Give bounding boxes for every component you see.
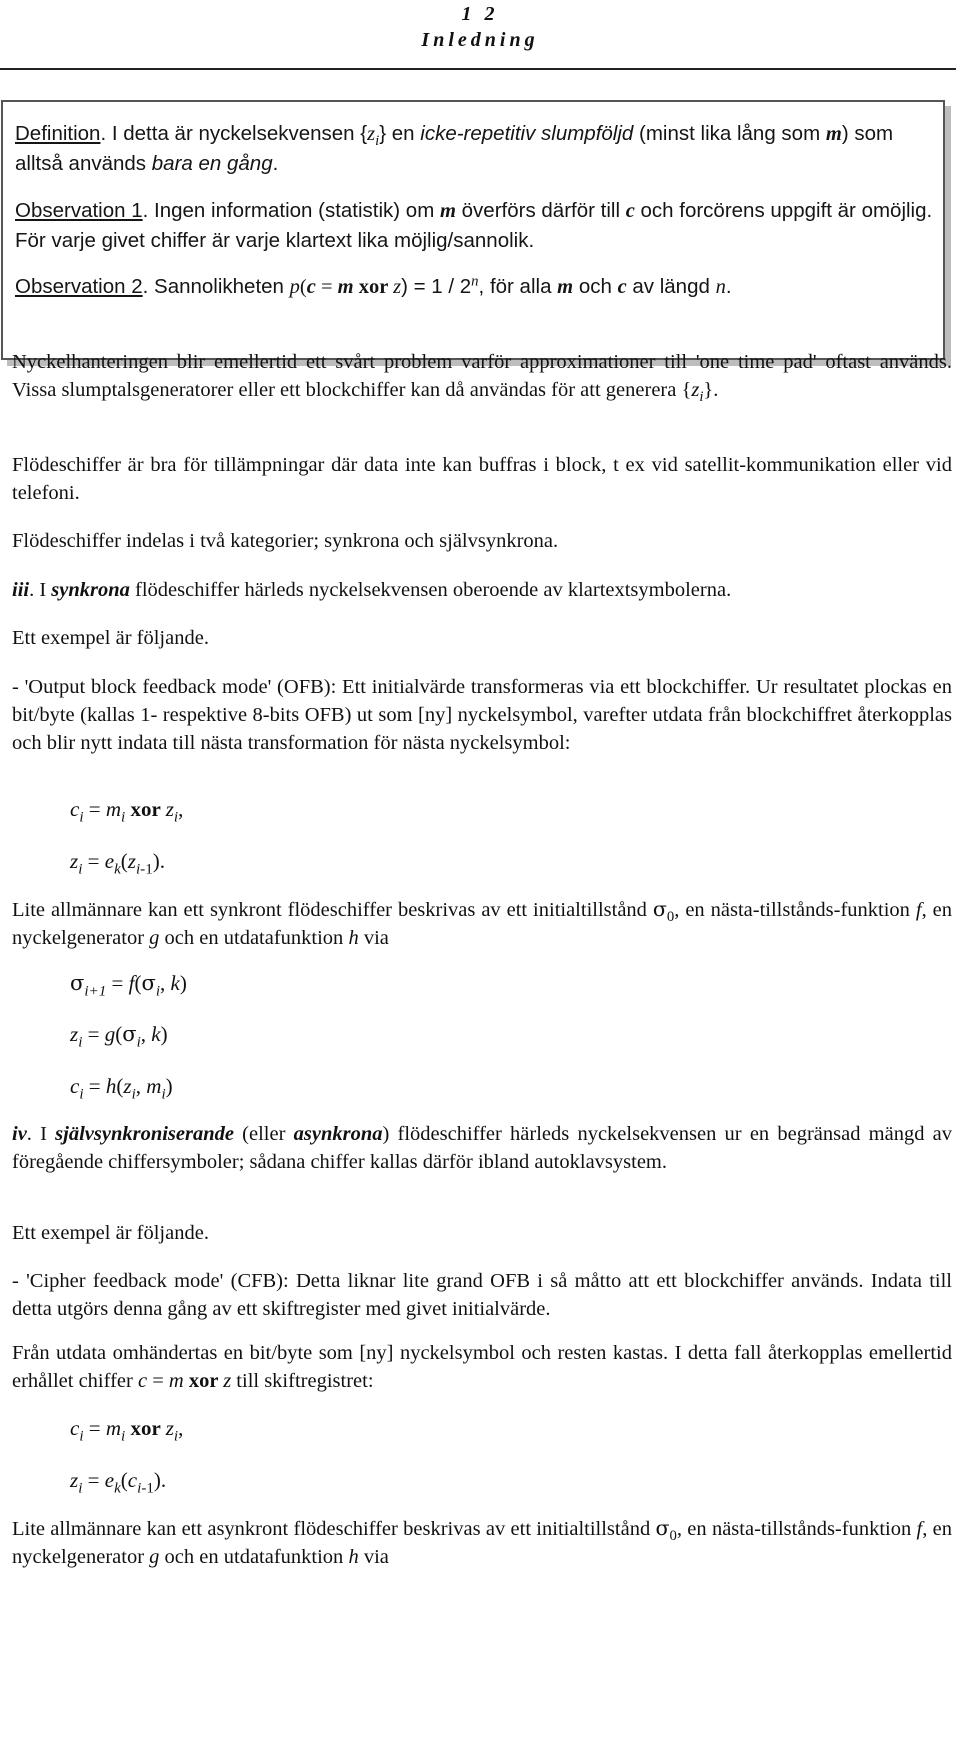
definition-label: Definition	[15, 122, 101, 145]
var-m: m	[337, 276, 354, 298]
sub-i: i	[78, 1034, 83, 1051]
equals: =	[106, 971, 129, 995]
definition-paragraph	[15, 119, 935, 179]
emphasis: bara en gång	[151, 152, 273, 175]
var-n: n	[715, 276, 726, 298]
text: ) flödeschiffer härleds nyckelsekvensen ur en begränsad mängd av föregående chiffersymboler; sådana chiffer kallas därför ibland autoklavsystem.	[12, 1123, 952, 1173]
sub-i: i	[699, 389, 704, 406]
paren: ).	[152, 849, 166, 873]
sub-i: i	[136, 1034, 141, 1051]
var-m: m	[440, 200, 456, 222]
equation-ofb-1	[70, 795, 952, 826]
equals: =	[82, 849, 105, 873]
var-z: z	[367, 123, 376, 145]
emphasis: synkrona	[51, 579, 130, 601]
sub-i: i	[79, 1428, 84, 1445]
text: ,	[178, 797, 184, 821]
var-c: c	[70, 797, 80, 821]
sub-zero: 0	[669, 1528, 677, 1545]
sub-i: i	[137, 1480, 142, 1497]
text: } en	[379, 122, 421, 145]
var-c: c	[617, 276, 627, 298]
var-h: h	[348, 1546, 359, 1568]
text: ,	[178, 1416, 184, 1440]
var-m: m	[168, 1370, 184, 1392]
var-g: g	[149, 927, 160, 949]
var-m: m	[825, 123, 842, 145]
emphasis: självsynkroniserande	[55, 1123, 234, 1145]
sub-i: i	[173, 1428, 179, 1445]
xor-operator: xor	[125, 797, 166, 821]
page-number: 1 2	[461, 3, 499, 25]
equals: =	[83, 1416, 106, 1440]
sub-i: i	[79, 809, 84, 826]
text: och forcörens uppgift är omöjlig. För varje givet chiffer är varje klartext lika möjlig/sannolik.	[15, 199, 933, 252]
xor-operator: xor	[125, 1416, 166, 1440]
sigma-symbol: σ	[655, 1516, 670, 1540]
text: Lite allmännare kan ett synkront flödeschiffer beskrivas av ett initialtillstånd	[12, 899, 653, 921]
equals: =	[315, 276, 338, 298]
var-g: g	[149, 1546, 160, 1568]
text: ) = 1 / 2	[401, 275, 472, 298]
text: ,	[160, 971, 171, 995]
var-c: c	[306, 276, 316, 298]
item-number: iii	[12, 579, 30, 601]
paren: (	[299, 276, 307, 298]
text: ,	[140, 1022, 152, 1046]
text: . I detta är nyckelsekvensen {	[100, 122, 368, 145]
paren: (	[116, 1074, 124, 1098]
item-number: iv	[12, 1123, 27, 1145]
observation-1-label: Observation 1	[15, 199, 143, 222]
text: , en nästa-tillstånds-funktion	[674, 899, 916, 921]
paragraph-key-management	[12, 348, 952, 404]
text: . I	[26, 1123, 56, 1145]
sub-i: i	[155, 983, 161, 1000]
equation-cfb-2	[70, 1466, 952, 1497]
var-z: z	[70, 1022, 79, 1046]
sub-minus-one: -1	[140, 861, 153, 878]
var-g: g	[104, 1022, 116, 1046]
sub-zero: 0	[666, 909, 675, 926]
equation-cfb-1	[70, 1414, 952, 1445]
sub-minus-one: -1	[141, 1480, 154, 1497]
equation-sync-output	[70, 1072, 952, 1103]
var-c: c	[70, 1416, 80, 1440]
text: och en utdatafunktion	[159, 927, 349, 949]
var-h: h	[105, 1074, 117, 1098]
paren: ).	[153, 1468, 167, 1492]
text: av längd	[626, 275, 716, 298]
paragraph-example-1: Ett exempel är följande.	[12, 627, 209, 649]
xor-operator: xor	[353, 276, 394, 298]
paragraph-example-2: Ett exempel är följande.	[12, 1222, 209, 1244]
text: och	[573, 275, 618, 298]
text: }.	[703, 379, 719, 401]
var-z: z	[223, 1370, 232, 1392]
equals: =	[82, 1022, 105, 1046]
emphasis: icke-repetitiv slumpföljd	[420, 122, 634, 145]
text: via	[358, 1546, 389, 1568]
paragraph-self-synchronizing	[12, 1120, 952, 1176]
text: Från utdata omhändertas en bit/byte som [ny] nyckelsymbol och resten kastas. I detta fall återkopplas emellertid erhållet chiffer	[12, 1342, 952, 1392]
xor-operator: xor	[183, 1370, 224, 1392]
var-m: m	[557, 276, 574, 298]
var-z: z	[393, 276, 402, 298]
var-f: f	[128, 971, 135, 995]
var-z: z	[165, 1416, 174, 1440]
var-c: c	[70, 1074, 80, 1098]
text: ) som alltså används	[15, 122, 894, 175]
paren: )	[165, 1074, 173, 1098]
var-h: h	[348, 927, 359, 949]
text: , en nyckelgenerator	[12, 1518, 953, 1568]
sub-i: i	[121, 809, 126, 826]
observation-1-paragraph	[15, 196, 935, 256]
sigma-symbol: σ	[122, 1022, 137, 1046]
text: överförs därför till	[455, 199, 626, 222]
var-z: z	[70, 849, 79, 873]
var-f: f	[916, 1518, 923, 1540]
text: . Sannolikheten	[142, 275, 290, 298]
sub-i: i	[78, 1480, 83, 1497]
var-c: c	[137, 1370, 148, 1392]
text: flödeschiffer härleds nyckelsekvensen oberoende av klartextsymbolerna.	[129, 579, 732, 601]
sub-i: i	[161, 1086, 166, 1103]
page-header	[0, 0, 960, 53]
sub-k: k	[114, 1480, 121, 1497]
paragraph-stream-usage: Flödeschiffer är bra för tillämpningar där data inte kan buffras i block, t ex vid satellit-kommunikation eller vid telefoni.	[12, 454, 952, 504]
equals: =	[147, 1370, 169, 1392]
sub-i: i	[375, 133, 380, 150]
paragraph-sync-general	[12, 895, 952, 952]
text: till skiftregistret:	[231, 1370, 374, 1392]
sup-n: n	[471, 273, 479, 290]
paragraph-cfb-feedback	[12, 1339, 952, 1395]
var-k: k	[151, 1022, 161, 1046]
var-m: m	[146, 1074, 162, 1098]
paragraph-cfb: - 'Cipher feedback mode' (CFB): Detta liknar lite grand OFB i så måtto att ett blockchiffer används. Indata till detta utgörs denna gång av ett skiftregister med givet initialvärde.	[12, 1270, 952, 1320]
sigma-symbol: σ	[652, 897, 667, 921]
paren: )	[179, 971, 187, 995]
text: , en nästa-tillstånds-funktion	[676, 1518, 917, 1540]
var-z: z	[691, 379, 700, 401]
paren: (	[134, 971, 142, 995]
sub-i: i	[135, 861, 141, 878]
text: Nyckelhanteringen blir emellertid ett svårt problem varför approximationer till 'one time pad' oftast används. Vissa slumptalsgeneratorer eller ett blockchiffer kan då användas för att generera {	[12, 351, 952, 401]
paragraph-async-general	[12, 1514, 952, 1571]
text: . I	[29, 579, 52, 601]
sub-i-plus-one: i+1	[84, 983, 107, 1000]
paragraph-synchronous	[12, 576, 952, 604]
text: .	[725, 275, 732, 298]
text: .	[272, 152, 279, 175]
equation-ofb-2	[70, 847, 952, 878]
var-z: z	[127, 849, 136, 873]
var-m: m	[105, 797, 122, 821]
paragraph-ofb: - 'Output block feedback mode' (OFB): Ett initialvärde transformeras via ett blockchiffer. Ur resultatet plockas en bit/byte (kallas 1- respektive 8-bits OFB) ut som [ny] nyckelsymbol, varefter utdata från blockchiffret återkopplas och blir nytt indata till nästa transformation för nästa nyckelsymbol:	[12, 676, 952, 754]
equation-sync-key	[70, 1020, 952, 1051]
var-m: m	[105, 1416, 122, 1440]
sub-i: i	[79, 1086, 84, 1103]
sigma-symbol: σ	[70, 971, 85, 995]
text: via	[358, 927, 389, 949]
var-z: z	[70, 1468, 79, 1492]
observation-2-paragraph	[15, 272, 935, 302]
var-c: c	[625, 200, 635, 222]
emphasis: asynkrona	[293, 1123, 383, 1145]
text: Lite allmännare kan ett asynkront flödeschiffer beskrivas av ett initialtillstånd	[12, 1518, 656, 1540]
var-z: z	[123, 1074, 132, 1098]
observation-2-label: Observation 2	[15, 275, 143, 298]
var-z: z	[165, 797, 174, 821]
var-c: c	[127, 1468, 138, 1492]
definition-box	[1, 100, 945, 360]
sub-i: i	[121, 1428, 126, 1445]
text: ,	[135, 1074, 147, 1098]
var-e: e	[104, 1468, 115, 1492]
text: . Ingen information (statistik) om	[142, 199, 440, 222]
var-k: k	[170, 971, 180, 995]
var-p: p	[289, 276, 300, 298]
text: , en nyckelgenerator	[12, 899, 952, 949]
sigma-symbol: σ	[141, 971, 156, 995]
text: (minst lika lång som	[633, 122, 826, 145]
equals: =	[83, 797, 106, 821]
paren: (	[120, 849, 128, 873]
equation-sync-state	[70, 969, 952, 1000]
equals: =	[82, 1468, 105, 1492]
sub-k: k	[114, 861, 121, 878]
chapter-title: Inledning	[421, 29, 539, 51]
paren: )	[160, 1022, 168, 1046]
text: (eller	[233, 1123, 294, 1145]
var-f: f	[915, 899, 922, 921]
paren: (	[115, 1022, 123, 1046]
header-divider	[0, 68, 956, 70]
sub-i: i	[131, 1086, 136, 1103]
sub-i: i	[173, 809, 179, 826]
equals: =	[83, 1074, 106, 1098]
text: och en utdatafunktion	[159, 1546, 349, 1568]
var-e: e	[104, 849, 115, 873]
paren: (	[120, 1468, 128, 1492]
sub-i: i	[78, 861, 83, 878]
text: , för alla	[478, 275, 558, 298]
paragraph-categories: Flödeschiffer indelas i två kategorier; synkrona och självsynkrona.	[12, 530, 559, 552]
